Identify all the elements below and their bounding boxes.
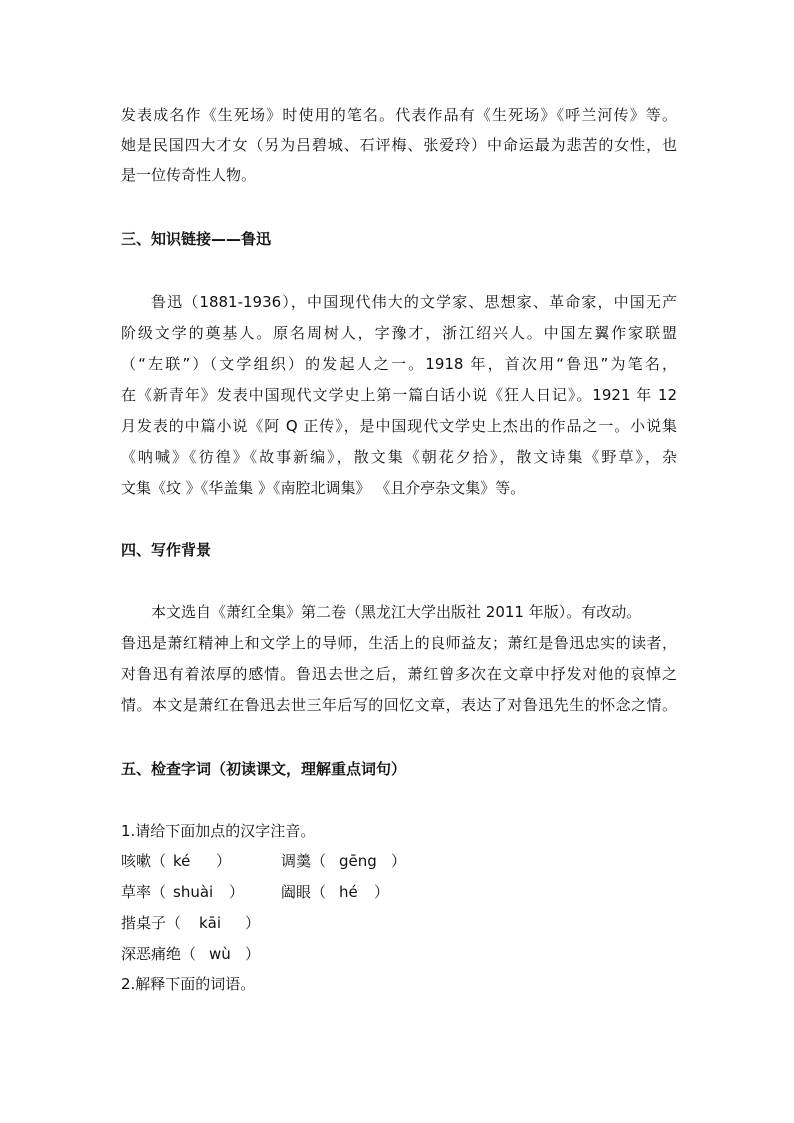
close-paren: ） [374,883,390,901]
intro-line-2: 她是民国四大才女（另为吕碧城、石评梅、张爱玲）中命运最为悲苦的女性，也 [121,136,677,154]
word-shenwutongjue: 深恶痛绝（ [121,945,197,963]
pinyin-kai: kāi [199,914,222,932]
section-4-line-4: 情。本文是萧红在鲁迅去世三年后写的回忆文章，表达了对鲁迅先生的怀念之情。 [121,696,677,714]
section-3-line-3: （“左联”）（文学组织）的发起人之一。1918 年，首次用“鲁迅”为笔名， [121,355,677,373]
section-3-line-1: 鲁迅（1881-1936），中国现代伟大的文学家、思想家、革命家，中国无产 [151,293,677,311]
pinyin-shuai: shuài [173,883,214,901]
section-3-line-4: 在《新青年》发表中国现代文学史上第一篇白话小说《狂人日记》。1921 年 12 [121,386,677,404]
word-heyan: 阖眼（ [281,883,327,901]
word-caoshuai: 草率（ [121,883,167,901]
section-4-line-3: 对鲁迅有着浓厚的感情。鲁迅去世之后，萧红曾多次在文章中抒发对他的哀悼之 [121,665,677,683]
section-3-line-5: 月发表的中篇小说《阿 Q 正传》，是中国现代文学史上杰出的作品之一。小说集 [121,417,677,435]
section-4-line-2: 鲁迅是萧红精神上和文学上的导师，生活上的良师益友；萧红是鲁迅忠实的读者， [121,634,677,652]
section-3-line-7: 文集《坟 》《华盖集 》《南腔北调集》 《且介亭杂文集》等。 [121,479,526,497]
pinyin-wu: wù [209,945,231,963]
intro-line-3: 是一位传奇性人物。 [121,166,257,184]
section-5-heading: 五、检查字词（初读课文，理解重点词句） [121,760,407,778]
pinyin-geng: gēng [339,852,377,870]
word-kaizhuozi: 揩桌子（ [121,914,182,932]
pinyin-ke: ké [173,852,191,870]
close-paren: ） [245,945,261,963]
question-1: 1.请给下面加点的汉字注音。 [121,822,316,840]
question-2: 2.解释下面的词语。 [121,975,256,993]
word-kesou: 咳嗽（ [121,852,167,870]
close-paren: ） [391,852,407,870]
section-3-line-6: 《呐喊》《彷徨》《故事新编》，散文集《朝花夕拾》，散文诗集《野草》，杂 [121,448,677,466]
pinyin-he: hé [339,883,358,901]
close-paren: ） [216,852,232,870]
section-4-line-1: 本文选自《萧红全集》第二卷（黑龙江大学出版社 2011 年版）。有改动。 [151,603,642,621]
close-paren: ） [245,914,261,932]
section-3-heading: 三、知识链接——鲁迅 [121,230,272,248]
intro-line-1: 发表成名作《生死场》时使用的笔名。代表作品有《生死场》《呼兰河传》等。 [121,106,677,124]
section-4-heading: 四、写作背景 [121,541,212,559]
section-3-line-2: 阶级文学的奠基人。原名周树人，字豫才，浙江绍兴人。中国左翼作家联盟 [121,324,677,342]
close-paren: ） [229,883,245,901]
word-tiaogeng: 调羹（ [281,852,327,870]
